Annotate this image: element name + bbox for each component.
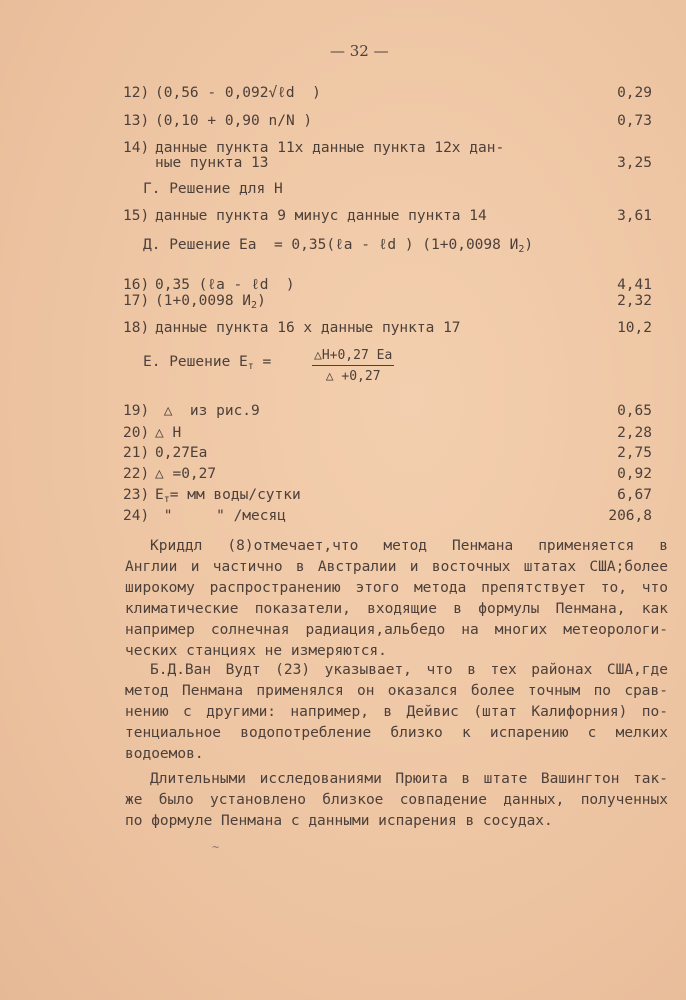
item-value: 3,61 xyxy=(617,208,652,224)
item-number: 14) xyxy=(123,140,150,156)
item-expression: (0,10 + 0,90 n/N ) xyxy=(155,113,313,129)
paragraph-line: метод Пенмана применялся он оказался более точным по срав- xyxy=(125,683,668,699)
item-value: 3,25 xyxy=(617,155,652,171)
paragraph-line: климатические показатели, входящие в формулы Пенмана, как xyxy=(125,601,668,617)
paragraph-line: Англии и частично в Австралии и восточных штатах США;более xyxy=(125,559,668,575)
ink-mark: ~ xyxy=(212,840,220,854)
item-value: 0,73 xyxy=(617,113,652,129)
item-number: 19) xyxy=(123,403,150,419)
item-number: 17) xyxy=(123,293,150,309)
item-number: 15) xyxy=(123,208,150,224)
item-expression: △ H xyxy=(155,425,182,441)
item-expression: $E_т=$ мм воды/сутки xyxy=(155,487,301,505)
item-value: 206,8 xyxy=(608,508,652,524)
item-expression: (0,56 - 0,092√ℓd ) xyxy=(155,85,321,101)
item-number: 24) xyxy=(123,508,150,524)
fraction-formula xyxy=(312,348,394,384)
item-expression: 0,35 (ℓa - ℓd ) xyxy=(155,277,295,293)
item-expression: 0,27Ea xyxy=(155,445,208,461)
paragraph-line: ческих станциях не измеряются. xyxy=(125,643,387,659)
item-expression: △ =0,27 xyxy=(155,466,217,482)
item-value: 0,65 xyxy=(617,403,652,419)
paragraph-line: же было установлено близкое совпадение данных, полученных xyxy=(125,792,668,808)
item-number: 20) xyxy=(123,425,150,441)
item-value: 4,41 xyxy=(617,277,652,293)
item-number: 12) xyxy=(123,85,150,101)
page-number: — 32 — xyxy=(330,42,389,60)
paragraph-line: водоемов. xyxy=(125,746,204,762)
item-expression: данные пункта 9 минус данные пункта 14 xyxy=(155,208,487,224)
paragraph-line: широкому распространению этого метода препятствует то, что xyxy=(125,580,668,596)
item-number: 22) xyxy=(123,466,150,482)
item-expression: " " /месяц xyxy=(155,508,286,524)
item-value: 2,75 xyxy=(617,445,652,461)
paragraph-line: Длительными исследованиями Прюита в штате Вашингтон так- xyxy=(150,771,668,787)
paragraph-line: по формуле Пенмана с данными испарения в сосудах. xyxy=(125,813,553,829)
item-number: 18) xyxy=(123,320,150,336)
item-number: 16) xyxy=(123,277,150,293)
item-expression: данные пункта 11х данные пункта 12х дан- xyxy=(155,140,505,156)
item-expression: данные пункта 16 х данные пункта 17 xyxy=(155,320,461,336)
heading-g: Г. Решение для H xyxy=(143,181,283,197)
heading-d: Д. Решение Ea = 0,35(ℓa - ℓd ) (1+0,0098 $И_2$) xyxy=(143,237,534,255)
item-expression: △ из рис.9 xyxy=(155,403,260,419)
item-value: 2,28 xyxy=(617,425,652,441)
fraction-numerator: △H+0,27 Ea xyxy=(312,348,394,366)
item-expression: ные пункта 13 xyxy=(155,155,269,171)
heading-e: E. Решение $E_т$ = xyxy=(143,354,272,372)
item-number: 21) xyxy=(123,445,150,461)
item-value: 0,92 xyxy=(617,466,652,482)
item-expression: (1+0,0098 $И_2$) xyxy=(155,293,266,311)
paragraph-line: например солнечная радиация,альбедо на многих метеорологи- xyxy=(125,622,668,638)
paragraph-line: нению с другими: например, в Дейвис (штат Калифорния) по- xyxy=(125,704,668,720)
item-number: 23) xyxy=(123,487,150,503)
item-value: 2,32 xyxy=(617,293,652,309)
item-value: 10,2 xyxy=(617,320,652,336)
paragraph-line: Б.Д.Ван Вудт (23) указывает, что в тех районах США,где xyxy=(150,662,668,678)
paragraph-line: тенциальное водопотребление близко к испарению с мелких xyxy=(125,725,668,741)
fraction-denominator: △ +0,27 xyxy=(325,369,381,384)
item-value: 6,67 xyxy=(617,487,652,503)
paragraph-line: Криддл (8)отмечает,что метод Пенмана применяется в xyxy=(150,538,668,554)
item-value: 0,29 xyxy=(617,85,652,101)
item-number: 13) xyxy=(123,113,150,129)
